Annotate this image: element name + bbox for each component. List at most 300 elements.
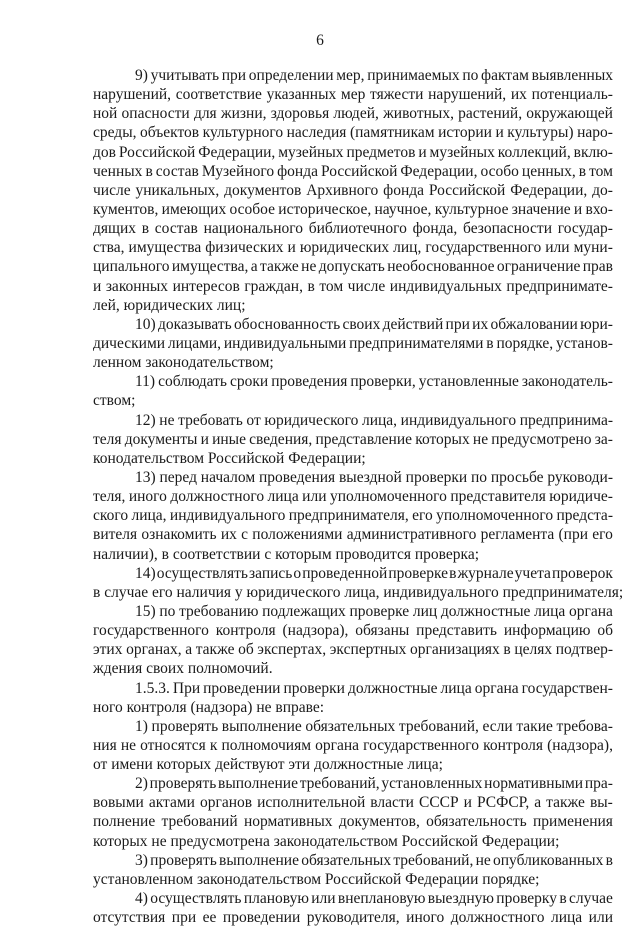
word: уполномоченного <box>329 488 447 506</box>
word: информацию <box>503 622 591 640</box>
word: с <box>241 526 249 544</box>
word: Российской <box>320 162 398 180</box>
word: о <box>293 564 302 582</box>
word: среды, <box>93 124 137 142</box>
word: доказывать <box>157 315 232 333</box>
text-line <box>93 812 613 831</box>
word: указанных <box>266 86 337 104</box>
word: органа <box>315 736 360 754</box>
word: за- <box>594 430 613 448</box>
word: культурного <box>202 124 284 142</box>
word: порядке, <box>496 334 554 352</box>
word: Федерации; <box>288 449 366 467</box>
word: При <box>172 679 201 697</box>
word: Российской <box>401 832 482 850</box>
word: эти <box>288 756 314 774</box>
word: от <box>93 756 112 774</box>
word: не <box>120 736 136 754</box>
word: документов, <box>338 813 420 831</box>
word: людей, <box>333 105 379 123</box>
word: 13) <box>135 468 156 486</box>
word: мер, <box>336 67 365 84</box>
text-line <box>93 736 613 755</box>
word: ограничение <box>496 258 581 276</box>
word: юридиче- <box>549 488 613 506</box>
word: не <box>151 832 171 850</box>
word: истории <box>438 124 492 142</box>
word: физических <box>205 239 284 257</box>
word: отсутствия <box>93 909 166 927</box>
word: предусмотрена <box>170 832 274 850</box>
word: вовыми <box>93 794 144 812</box>
word: законодатель- <box>521 373 613 391</box>
word: Архивного <box>306 181 379 199</box>
word: лица; <box>407 756 443 774</box>
word: здоровья <box>270 105 330 123</box>
word: предпринимателями <box>349 334 484 352</box>
word: исполнительной <box>257 794 366 812</box>
word: перед <box>159 468 197 486</box>
text-line <box>93 181 613 200</box>
word: внеплановую <box>337 890 426 908</box>
word: учета <box>514 564 551 582</box>
word: представить <box>416 622 497 640</box>
word: требова- <box>556 717 613 735</box>
word: должностные <box>313 756 408 774</box>
word: законодательством <box>196 870 325 888</box>
word: лиц, <box>393 239 422 257</box>
word: и <box>495 124 504 142</box>
word: также <box>546 794 585 812</box>
word: ленном <box>93 354 146 372</box>
word: в <box>307 277 315 295</box>
word: запись <box>249 564 293 582</box>
word: иного <box>128 488 167 506</box>
word: контроля <box>126 698 191 716</box>
word: пра- <box>584 775 613 793</box>
word: окружающей <box>526 105 613 123</box>
word: соответствии <box>172 545 265 563</box>
word: фактам <box>481 67 529 84</box>
text-line <box>93 277 613 296</box>
word: законных <box>105 277 169 295</box>
word: муни- <box>573 239 613 257</box>
word: органах, <box>126 641 182 659</box>
word: Российской <box>324 870 406 888</box>
text-line <box>93 296 613 315</box>
text-line <box>93 219 613 238</box>
word: Федерации; <box>481 832 560 850</box>
word: не <box>301 258 317 276</box>
word: дическими <box>93 334 166 352</box>
word: установ- <box>555 334 613 352</box>
text-line <box>93 621 613 640</box>
word: от <box>246 411 261 429</box>
word: полнение <box>93 813 156 831</box>
word: установленные <box>418 373 519 391</box>
word: Федерации <box>405 870 483 888</box>
word: историческое, <box>278 200 372 218</box>
word: юридического <box>246 583 345 601</box>
word: в <box>161 545 173 563</box>
word: потенциаль- <box>531 86 613 104</box>
word: административного <box>346 526 477 544</box>
word: юридических <box>299 239 390 257</box>
word: дящих <box>93 220 136 238</box>
word: имущества <box>128 239 202 257</box>
word: которым <box>275 545 336 563</box>
text-line <box>93 449 613 468</box>
word: наличия <box>176 583 235 601</box>
word: выполнение <box>221 717 302 735</box>
word: полномочий. <box>187 660 273 678</box>
word: уполномоченного <box>436 507 554 525</box>
word: сроки <box>229 373 269 391</box>
word: проведенной <box>302 564 388 582</box>
word: требований <box>161 813 238 831</box>
word: (надзора), <box>282 622 349 640</box>
word: государствен- <box>521 679 613 697</box>
word: его <box>592 526 613 544</box>
word: фонда <box>383 181 425 199</box>
word: или <box>588 909 613 927</box>
word: 14) <box>135 564 156 582</box>
text-line <box>93 85 613 104</box>
text-line <box>93 372 613 391</box>
word: при <box>221 67 247 84</box>
word: животных, <box>383 105 454 123</box>
word: положениями <box>252 526 343 544</box>
word: фонда, <box>412 220 458 238</box>
word: конодательством <box>93 449 208 467</box>
text-line <box>93 793 613 812</box>
word: жизни, <box>220 105 267 123</box>
text-line <box>93 698 613 717</box>
text-line <box>93 430 613 449</box>
word: случае <box>568 890 613 908</box>
word: 3) <box>135 851 148 869</box>
word: юридических <box>123 296 217 314</box>
word: обоснованность <box>234 315 341 333</box>
word: по <box>159 602 176 620</box>
word: проверку <box>496 890 557 908</box>
word: 9) <box>135 67 148 84</box>
word: контроля <box>483 736 543 754</box>
word: Федерации, <box>400 162 478 180</box>
word: выполнение <box>218 775 298 793</box>
word: обязательных <box>301 851 392 869</box>
text-line <box>93 564 613 583</box>
word: об <box>238 641 254 659</box>
word: имени <box>111 756 157 774</box>
word: должностного <box>450 909 545 927</box>
word: в <box>141 220 150 238</box>
word: в <box>559 890 567 908</box>
word: организациях <box>410 641 500 659</box>
word: его <box>152 583 177 601</box>
text-line <box>93 602 613 621</box>
word: проверке <box>349 602 410 620</box>
word: интересов <box>172 277 240 295</box>
text-line <box>93 717 613 736</box>
word: документов <box>224 181 302 199</box>
word: проведении <box>203 679 281 697</box>
text-line <box>93 679 613 698</box>
word: 10) <box>135 315 156 333</box>
word: ством; <box>93 392 136 410</box>
word: тяжести <box>370 86 424 104</box>
word: 11) <box>135 373 156 391</box>
word: 1.5.3. <box>135 679 170 697</box>
word: этих <box>93 641 123 659</box>
word: лиц <box>412 602 438 620</box>
text-line <box>93 315 613 334</box>
word: дов <box>93 143 116 161</box>
word: установленных <box>381 775 483 793</box>
word: государ- <box>557 220 613 238</box>
word: такие <box>516 717 553 735</box>
word: плановую <box>243 890 309 908</box>
word: выполнение <box>219 851 299 869</box>
word: требовать <box>178 411 243 429</box>
word: предпринимателя, <box>288 507 409 525</box>
word: индивидуального <box>383 583 503 601</box>
word: их <box>220 526 237 544</box>
word: индивидуальными <box>223 334 347 352</box>
word: объектов <box>140 124 200 142</box>
word: которых <box>93 832 152 850</box>
word: лица <box>550 909 583 927</box>
word: обязательных <box>305 717 396 735</box>
word: и <box>200 430 209 448</box>
word: руководителя, <box>306 909 400 927</box>
text-line <box>93 870 613 889</box>
word: их <box>510 86 527 104</box>
word: для <box>193 105 217 123</box>
word: юри- <box>580 315 613 333</box>
word: которых <box>156 756 216 774</box>
word: выездной <box>338 468 402 486</box>
word: иные <box>212 430 246 448</box>
word: а <box>250 258 258 276</box>
word: ждения <box>93 660 147 678</box>
word: об <box>597 622 613 640</box>
text-line <box>93 468 613 487</box>
word: не <box>475 851 491 869</box>
word: индивидуального <box>169 507 286 525</box>
word: в <box>605 851 613 869</box>
text-line <box>93 755 613 774</box>
word: проверять <box>151 717 219 735</box>
word: выездную <box>427 890 494 908</box>
word: соответствие <box>175 86 262 104</box>
word: учитывать <box>150 67 220 84</box>
word: мер <box>340 86 366 104</box>
word: научное, <box>374 200 432 218</box>
word: регламента <box>480 526 555 544</box>
word: актами <box>148 794 195 812</box>
word: проверка; <box>414 545 480 563</box>
word: осуществлять <box>150 890 242 908</box>
word: порядке; <box>482 870 540 888</box>
word: культурное <box>434 200 509 218</box>
text-line <box>93 143 613 162</box>
word: сведения, <box>249 430 313 448</box>
word: если <box>482 717 513 735</box>
word: 12) <box>135 411 156 429</box>
word: или <box>545 239 570 257</box>
word: проведения <box>258 468 336 486</box>
word: определении <box>248 67 334 84</box>
word: теля, <box>93 488 126 506</box>
word: экспертных <box>329 641 407 659</box>
word: предпринимате- <box>506 277 613 295</box>
text-line <box>93 66 613 85</box>
word: необоснованное <box>387 258 495 276</box>
word: числе <box>93 181 131 199</box>
word: руководи- <box>547 468 613 486</box>
word: не <box>256 698 276 716</box>
text-line <box>93 851 613 870</box>
word: безопасности <box>463 220 552 238</box>
word: 1) <box>135 717 148 735</box>
word: государственного <box>363 736 479 754</box>
word: требований, <box>393 851 474 869</box>
word: проверять <box>150 851 217 869</box>
word: контроля <box>215 622 276 640</box>
word: должностного <box>170 488 265 506</box>
word: (надзора), <box>547 736 613 754</box>
word: государственного <box>93 622 209 640</box>
text-line <box>93 640 613 659</box>
word: нормативных <box>243 813 333 831</box>
word: лица, <box>344 583 384 601</box>
word: принимаемых <box>367 67 460 84</box>
word: иного <box>406 909 445 927</box>
word: и <box>463 794 472 812</box>
word: до- <box>592 181 613 199</box>
word: представителя <box>450 488 546 506</box>
word: числе <box>347 277 386 295</box>
word: и <box>93 277 102 295</box>
word: требованию <box>179 602 259 620</box>
word: соблюдать <box>158 373 227 391</box>
body-text <box>93 66 624 927</box>
word: ского <box>93 507 129 525</box>
word: власти <box>370 794 414 812</box>
word: лицами, <box>167 334 222 352</box>
word: культуры) <box>507 124 574 142</box>
word: ченных <box>93 162 143 180</box>
word: 4) <box>135 890 148 908</box>
word: нарушений, <box>93 86 172 104</box>
word: документы <box>124 430 198 448</box>
word: вклю- <box>573 143 613 161</box>
word: и <box>287 239 296 257</box>
word: наследия <box>286 124 347 142</box>
word: том <box>589 162 613 180</box>
word: РСФСР, <box>476 794 530 812</box>
word: представление <box>315 430 413 448</box>
word: органа <box>474 679 519 697</box>
word: СССР <box>418 794 459 812</box>
text-line <box>93 832 613 851</box>
word: в <box>93 583 105 601</box>
word: предметов <box>346 143 416 161</box>
word: органов <box>200 794 253 812</box>
word: ципального <box>93 258 170 276</box>
word: и <box>418 143 427 161</box>
word: вправе: <box>275 698 325 716</box>
word: имущества, <box>171 258 249 276</box>
word: а <box>534 794 542 812</box>
word: своих <box>342 315 381 333</box>
word: подтвер- <box>555 641 613 659</box>
word: органа <box>568 602 613 620</box>
word: наличии), <box>93 545 162 563</box>
word: законодательством <box>273 832 402 850</box>
word: обязательность <box>426 813 527 831</box>
word: проверки, <box>350 373 416 391</box>
text-line <box>93 257 613 276</box>
word: индивидуальных <box>389 277 502 295</box>
word: допускать <box>318 258 385 276</box>
word: а <box>185 641 193 659</box>
word: состав <box>155 162 199 180</box>
word: растений, <box>458 105 523 123</box>
word: ного <box>93 698 127 716</box>
text-line <box>93 104 613 123</box>
text-line <box>93 659 613 678</box>
word: применения <box>533 813 613 831</box>
word: ценных, <box>521 162 576 180</box>
word: не <box>159 411 175 429</box>
word: проверки <box>283 679 345 697</box>
word: или <box>311 890 336 908</box>
word: лица, <box>131 507 167 525</box>
word: также <box>260 258 299 276</box>
word: обжаловании <box>490 315 578 333</box>
word: имеющих <box>161 200 227 218</box>
word: музейных <box>429 143 495 161</box>
text-line <box>93 391 613 410</box>
word: журнале <box>457 564 514 582</box>
word: при <box>171 909 197 927</box>
text-line <box>93 545 613 564</box>
text-line <box>93 525 613 544</box>
word: к <box>209 736 218 754</box>
word: при <box>445 315 470 333</box>
word: предста- <box>556 507 613 525</box>
word: юридического <box>264 411 359 429</box>
word: уникальных, <box>135 181 220 199</box>
word: нормативными <box>484 775 584 793</box>
word: теля <box>93 430 122 448</box>
word: (надзора) <box>190 698 257 716</box>
text-line <box>93 487 613 506</box>
word: библиотечного <box>308 220 407 238</box>
word: кументов, <box>93 200 159 218</box>
word: ния <box>93 736 117 754</box>
word: у <box>234 583 247 601</box>
word: в <box>145 162 153 180</box>
word: и <box>573 200 583 218</box>
word: национального <box>203 220 303 238</box>
word: действуют <box>215 756 289 774</box>
word: их <box>472 315 489 333</box>
page-number: 6 <box>316 32 324 49</box>
text-line <box>93 334 613 353</box>
